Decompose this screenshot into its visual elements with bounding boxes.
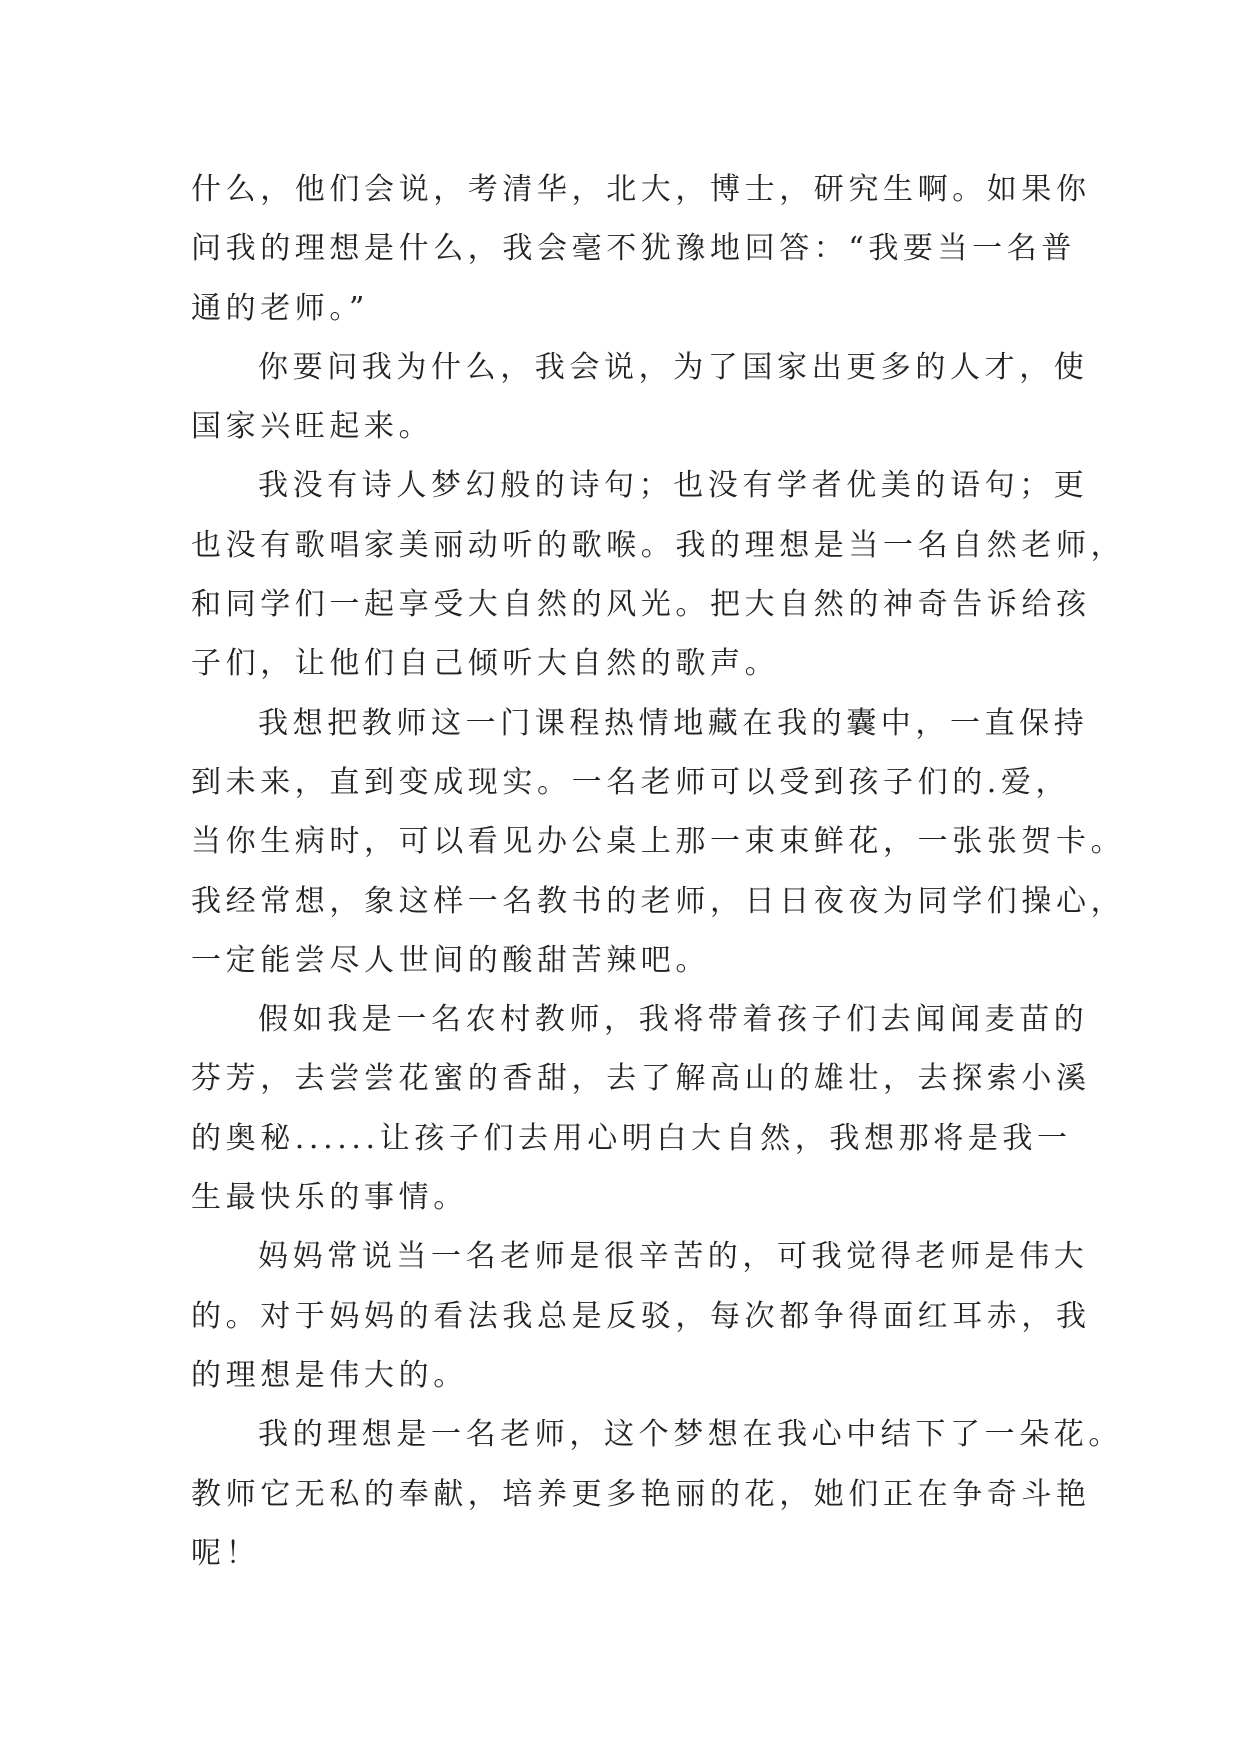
text-line: 呢！ — [191, 1535, 261, 1571]
paragraph-first-line: 你要问我为什么，我会说，为了国家出更多的人才，使 — [258, 349, 1089, 385]
text-line: 教师它无私的奉献，培养更多艳丽的花，她们正在争奇斗艳 — [191, 1476, 1091, 1512]
paragraph-first-line: 假如我是一名农村教师，我将带着孩子们去闻闻麦苗的 — [258, 1002, 1089, 1038]
text-line: 生最快乐的事情。 — [191, 1180, 468, 1216]
paragraph-first-line: 妈妈常说当一名老师是很辛苦的，可我觉得老师是伟大 — [258, 1239, 1089, 1275]
text-line: 到未来，直到变成现实。一名老师可以受到孩子们的.爱， — [191, 764, 1071, 800]
paragraph-first-line: 我想把教师这一门课程热情地藏在我的囊中，一直保持 — [258, 705, 1089, 741]
text-line: 子们，让他们自己倾听大自然的歌声。 — [191, 646, 780, 682]
text-line: 和同学们一起享受大自然的风光。把大自然的神奇告诉给孩 — [191, 587, 1091, 623]
paragraph-first-line: 我的理想是一名老师，这个梦想在我心中结下了一朵花。 — [258, 1417, 1123, 1453]
text-line: 通的老师。” — [191, 290, 369, 326]
text-line: 当你生病时，可以看见办公桌上那一束束鲜花，一张张贺卡。 — [191, 824, 1126, 860]
text-line: 芬芳，去尝尝花蜜的香甜，去了解高山的雄壮，去探索小溪 — [191, 1061, 1091, 1097]
text-line: 国家兴旺起来。 — [191, 409, 434, 445]
paragraph-first-line: 我没有诗人梦幻般的诗句；也没有学者优美的语句；更 — [258, 468, 1089, 504]
text-line: 我经常想，象这样一名教书的老师，日日夜夜为同学们操心， — [191, 883, 1126, 919]
text-line: 什么，他们会说，考清华，北大，博士，研究生啊。如果你 — [191, 172, 1091, 207]
essay-body — [191, 160, 1126, 1583]
text-line: 也没有歌唱家美丽动听的歌喉。我的理想是当一名自然老师， — [191, 527, 1126, 563]
text-line: 的奥秘......让孩子们去用心明白大自然，我想那将是我一 — [191, 1120, 1072, 1156]
text-line: 的。对于妈妈的看法我总是反驳，每次都争得面红耳赤，我 — [191, 1298, 1091, 1334]
text-line: 一定能尝尽人世间的酸甜苦辣吧。 — [191, 942, 710, 978]
text-line: 问我的理想是什么，我会毫不犹豫地回答：“我要当一名普 — [191, 231, 1076, 267]
text-line: 的理想是伟大的。 — [191, 1357, 468, 1393]
